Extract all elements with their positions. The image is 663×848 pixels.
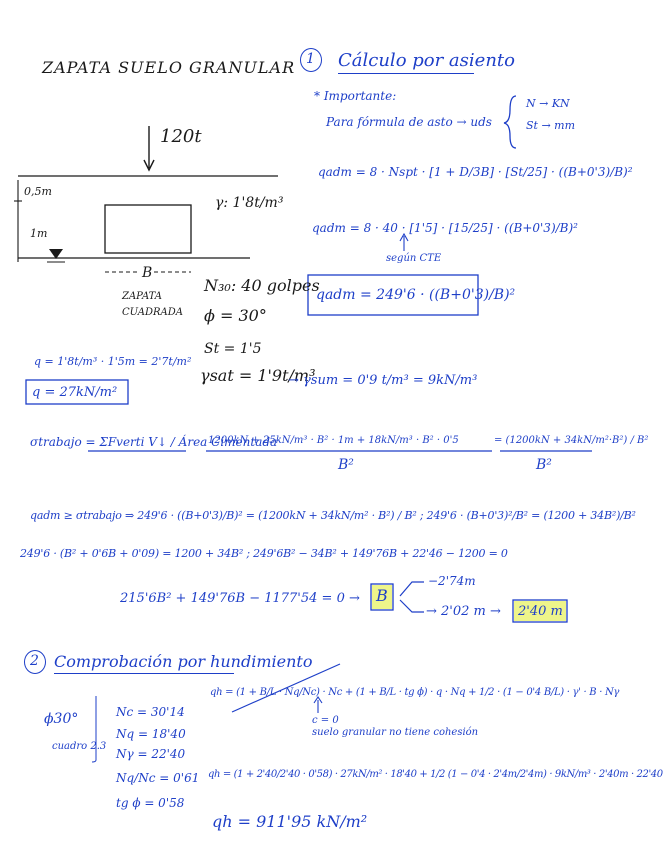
quadratic-line: 215'6B² + 149'76B − 1177'54 = 0 → <box>120 591 360 606</box>
footing-rect <box>105 205 191 253</box>
depth-top-label: 0,5m <box>24 185 52 198</box>
B-symbol: B <box>376 586 388 605</box>
root-positive: → 2'02 m → <box>426 604 501 619</box>
trabajo-rhs: = (1200kN + 34kN/m²·B²) / B² <box>494 435 649 446</box>
units-line-2: St → mm <box>526 119 576 132</box>
param-st: St = 1'5 <box>204 341 262 357</box>
inequality-line-1: qadm ≥ σtrabajo ⇒ 249'6 · ((B+0'3)/B)² = (1200kN + 34kN/m² · B²) / B² ; 249'6 · (B+0'3)²/B² = (1200 + 34B²)/B² <box>30 509 636 522</box>
page-title: ZAPATA SUELO GRANULAR <box>42 58 296 77</box>
note-line: Para fórmula de asto → uds <box>326 115 492 129</box>
param-gamma-sat: γsat = 1'9t/m³ <box>200 366 316 385</box>
section2-title: Comprobación por hundimiento <box>54 652 313 671</box>
s2-nc: Nc = 30'14 <box>116 705 185 719</box>
s2-nq-nc: Nq/Nc = 0'61 <box>116 771 200 785</box>
depth-water-label: 1m <box>30 227 48 240</box>
trabajo-numerator: 1200kN + 25kN/m³ · B² · 1m + 18kN/m³ · B² · 0'5 <box>208 435 459 446</box>
s2-qh-result: qh = 911'95 kN/m² <box>212 812 368 831</box>
s2-c-zero: c = 0 <box>312 715 339 726</box>
s2-tan-phi: tg ϕ = 0'58 <box>116 796 185 810</box>
trabajo-rhs-denominator: B² <box>536 457 552 473</box>
q-line-2: q = 27kN/m² <box>32 385 118 400</box>
s2-ny: Nγ = 22'40 <box>116 747 186 761</box>
final-answer: 2'40 m <box>518 604 563 619</box>
param-phi: ϕ = 30° <box>204 306 267 325</box>
qadm-numeric: qadm = 8 · 40 · [1'5] · [15/25] · ((B+0'3)/B)² <box>312 221 578 235</box>
section1-title: Cálculo por asiento <box>338 50 515 71</box>
width-label: B <box>142 265 153 281</box>
units-line-1: N → KN <box>526 97 570 110</box>
param-gamma-sum: → γsum = 0'9 t/m³ = 9kN/m³ <box>288 373 478 388</box>
root-negative: −2'74m <box>428 574 476 588</box>
gamma-label: γ: 1'8t/m³ <box>215 195 284 211</box>
param-n30: N₃₀: 40 golpes <box>204 276 320 295</box>
s2-c-note: suelo granular no tiene cohesión <box>312 727 479 738</box>
section1-number: 1 <box>306 51 315 67</box>
section2-number: 2 <box>30 653 39 669</box>
inequality-line-2: 249'6 · (B² + 0'6B + 0'09) = 1200 + 34B² ; 249'6B² − 34B² + 149'76B + 22'46 − 1200 = 0 <box>20 547 508 560</box>
s2-phi: ϕ30° <box>44 711 79 727</box>
s2-table: cuadro 2.3 <box>52 741 107 752</box>
s2-qh-numeric: qh = (1 + 2'40/2'40 · 0'58) · 27kN/m² · 18'40 + 1/2 (1 − 0'4 · 2'4m/2'4m) · 9kN/m³ · 2'40m · 22'40 <box>208 769 663 780</box>
root-branch-up <box>400 582 424 596</box>
qadm-result: qadm = 249'6 · ((B+0'3)/B)² <box>316 287 516 303</box>
root-branch-down <box>400 600 424 612</box>
trabajo-denominator: B² <box>338 457 354 473</box>
qadm-general: qadm = 8 · Nspt · [1 + D/3B] · [St/25] · ((B+0'3)/B)² <box>318 165 633 179</box>
units-brace <box>504 96 516 148</box>
segun-note: según CTE <box>386 253 442 264</box>
table-bracket <box>92 696 96 762</box>
section1-underline <box>338 73 474 74</box>
caption-line-2: CUADRADA <box>122 307 184 318</box>
load-label: 120t <box>160 126 202 147</box>
section2-underline <box>54 673 234 674</box>
s2-nq: Nq = 18'40 <box>116 727 186 741</box>
s2-qh-formula: qh = (1 + B/L · Nq/Nc) · Nc + (1 + B/L · tg ϕ) · q · Nq + 1/2 · (1 − 0'4 B/L) · γ' · B · Nγ <box>210 687 620 698</box>
caption-line-1: ZAPATA <box>122 291 162 302</box>
note-heading: * Importante: <box>314 89 397 103</box>
trabajo-lhs: σtrabajo = ΣFverti V↓ / Área Cimentada <box>30 435 278 449</box>
q-line-1: q = 1'8t/m³ · 1'5m = 2'7t/m² <box>34 355 192 368</box>
